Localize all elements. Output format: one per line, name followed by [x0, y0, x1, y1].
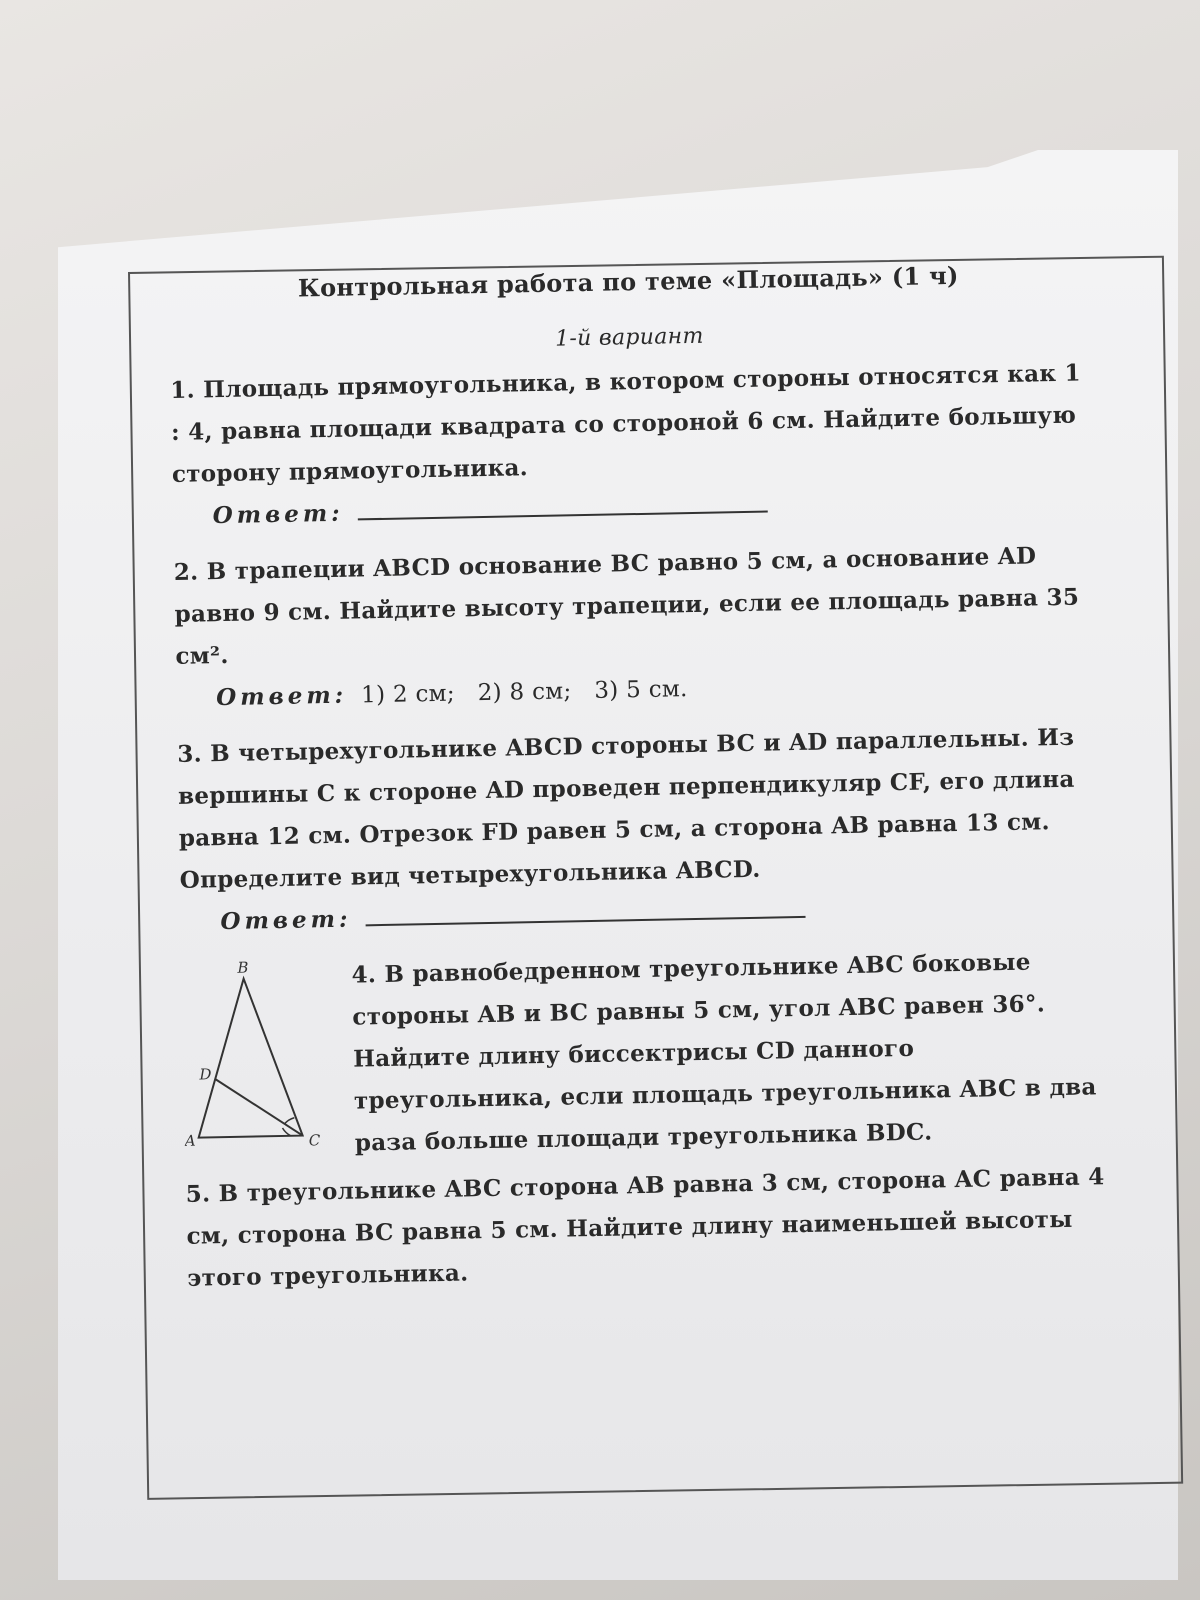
vertex-c-label: C — [308, 1131, 321, 1150]
answer-blank-line — [357, 491, 767, 521]
worksheet-title: Контрольная работа по теме «Площадь» (1 ч) — [297, 260, 959, 303]
answer-label: Ответ: — [220, 905, 352, 936]
angle-arc — [284, 1118, 294, 1124]
task-3 — [177, 716, 1101, 944]
task-4-text: 4. В равнобедренном треугольнике ABC боковые стороны AB и BC равны 5 см, угол ABC равен 36°. Найдите длину биссектрисы CD данного треугольника, если площадь треугольника ABC в два раза больше площади треугольника BDC. — [351, 948, 1097, 1157]
vertex-a-label: A — [184, 1131, 197, 1150]
triangle-figure — [181, 955, 345, 1168]
variant-heading: 1-й вариант — [554, 323, 704, 352]
task-1-text: 1. Площадь прямоугольника, в котором стороны относятся как 1 : 4, равна площади квадрата со стороной 6 см. Найдите большую сторону прямоугольника. — [170, 359, 1082, 488]
task-2 — [173, 534, 1096, 720]
task-1 — [170, 352, 1093, 538]
triangle-abc — [196, 978, 303, 1138]
triangle-diagram — [181, 955, 345, 1158]
task-4 — [181, 940, 1105, 1168]
worksheet-content — [168, 252, 1108, 1313]
task-5-text: 5. В треугольнике ABC сторона AB равна 3 см, сторона AC равна 4 см, сторона BC равна 5 см. Найдите длину наименьшей высоты этого треугольника. — [185, 1163, 1105, 1292]
task-2-text: 2. В трапеции ABCD основание BC равно 5 см, а основание AD равно 9 см. Найдите высоту трапеции, если ее площадь равна 35 см². — [173, 542, 1080, 670]
vertex-b-label: B — [237, 958, 249, 977]
answer-label: Ответ: — [215, 681, 348, 712]
vertex-d-label: D — [199, 1065, 212, 1084]
task-5 — [185, 1156, 1107, 1300]
bisector-cd — [216, 1078, 303, 1138]
answer-options: 1) 2 см; 2) 8 см; 3) 5 см. — [360, 676, 688, 709]
answer-label: Ответ: — [212, 499, 344, 530]
task-3-text: 3. В четырехугольнике ABCD стороны BC и AD параллельны. Из вершины C к стороне AD проведен перпендикуляр CF, его длина равна 12 см. Отрезок FD равен 5 см, а сторона AB равна 13 см. Определите вид четырехугольника ABCD. — [177, 723, 1075, 894]
angle-arc — [282, 1128, 290, 1136]
answer-blank-line — [365, 896, 805, 926]
